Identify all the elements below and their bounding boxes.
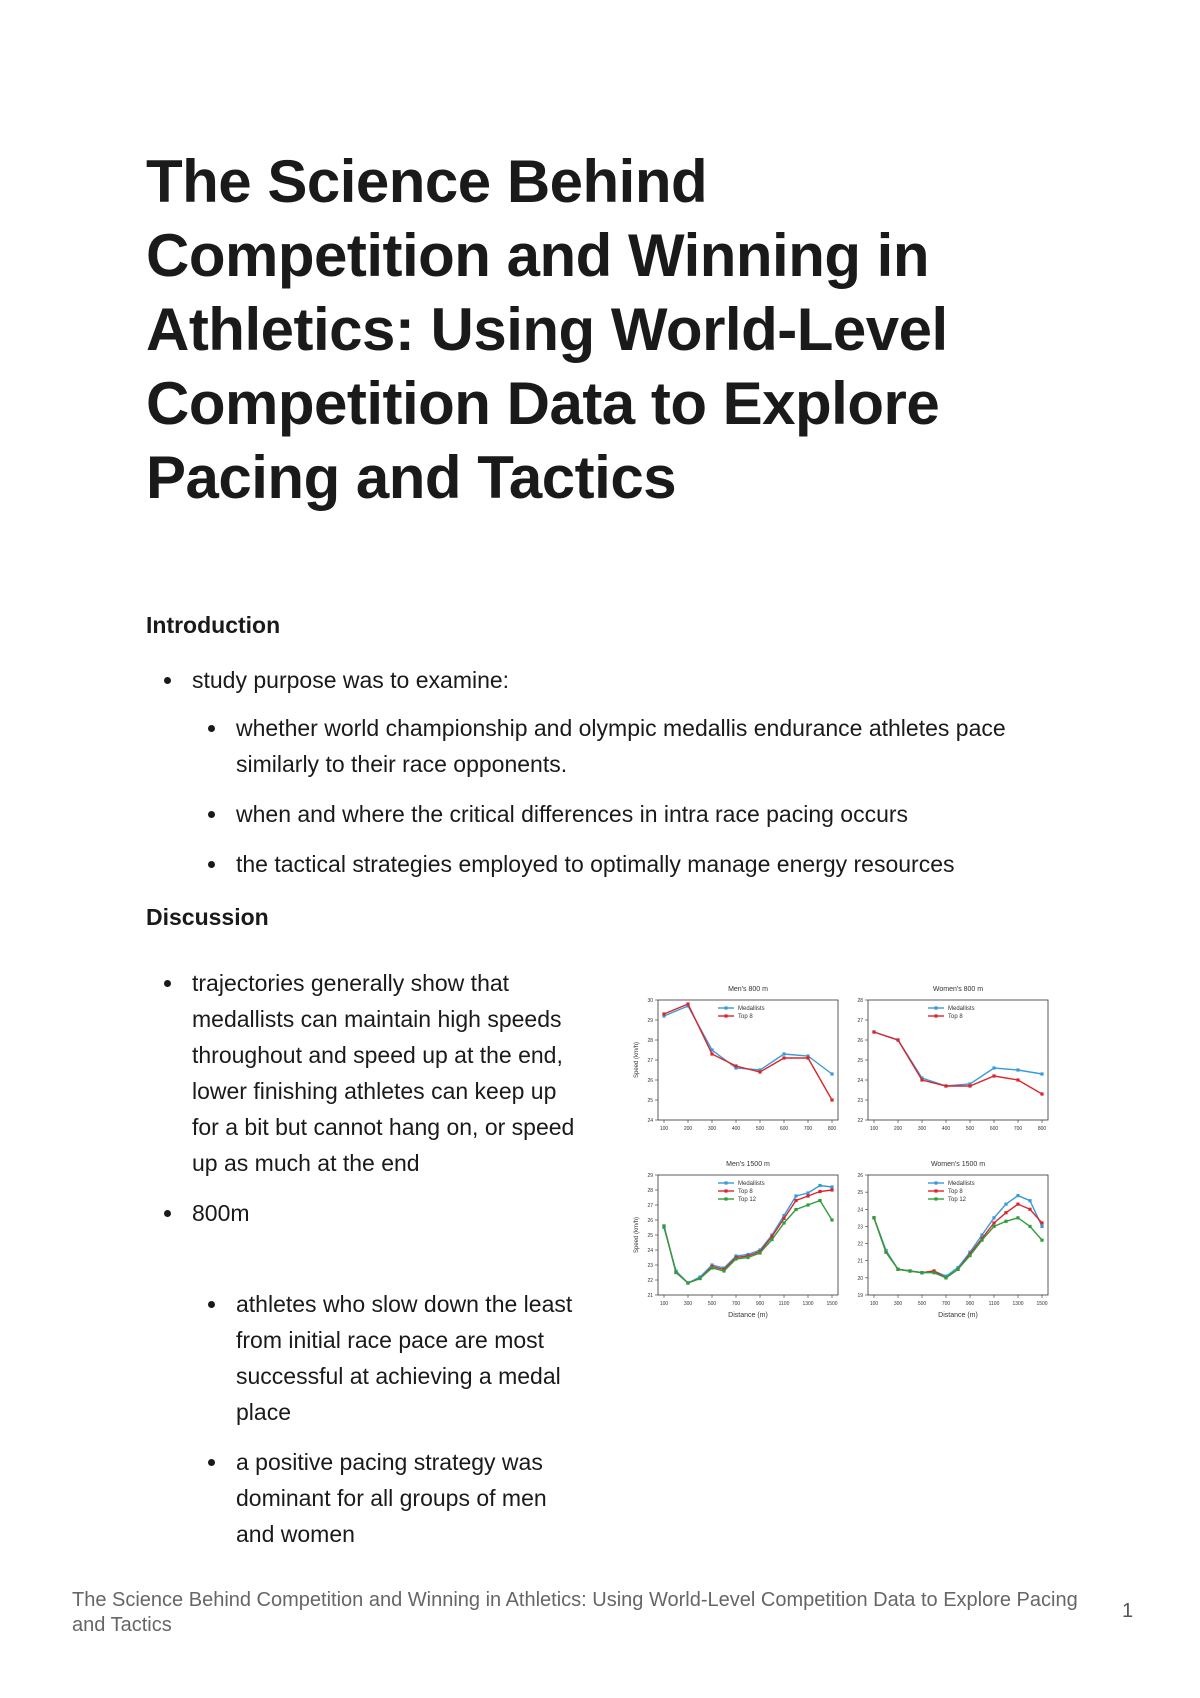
legend-label: Medallists: [948, 1006, 975, 1012]
data-point: [1016, 1068, 1019, 1071]
legend-marker: [934, 1197, 937, 1200]
y-tick-label: 27: [647, 1203, 653, 1209]
x-tick-label: 1100: [778, 1301, 790, 1307]
x-tick-label: 1500: [1036, 1301, 1048, 1307]
discussion-item: 800m: [192, 1195, 587, 1231]
discussion-subitem: a positive pacing strategy was dominant for all groups of men and women: [236, 1444, 576, 1552]
legend-label: Top 12: [738, 1197, 757, 1203]
series-line: [874, 1196, 1042, 1277]
x-tick-label: 900: [755, 1301, 765, 1307]
legend-marker: [724, 1014, 727, 1017]
x-tick-label: 500: [965, 1126, 975, 1132]
chart-title: Men's 1500 m: [726, 1161, 770, 1168]
y-tick-label: 22: [857, 1241, 863, 1248]
y-tick-label: 22: [647, 1278, 653, 1284]
data-point: [1004, 1211, 1007, 1214]
data-point: [896, 1268, 899, 1271]
legend-marker: [724, 1006, 727, 1009]
document-title: The Science Behind Competition and Winning in Athletics: Using World-Level Competition Data to Explore Pacing and Tactics: [146, 148, 948, 511]
introduction-subitem: the tactical strategies employed to optimally manage energy resources: [236, 846, 1072, 882]
y-tick-label: 26: [857, 1038, 863, 1044]
data-point: [944, 1276, 947, 1279]
data-point: [818, 1184, 821, 1187]
x-tick-label: 1300: [1012, 1301, 1024, 1307]
data-point: [710, 1052, 713, 1055]
data-point: [992, 1074, 995, 1077]
data-point: [872, 1030, 875, 1033]
y-tick-label: 28: [857, 998, 863, 1004]
data-point: [1028, 1208, 1031, 1211]
introduction-subitem: when and where the critical differences in intra race pacing occurs: [236, 796, 1072, 832]
data-point: [968, 1254, 971, 1257]
data-point: [830, 1072, 833, 1075]
y-tick-label: 24: [647, 1118, 653, 1124]
y-tick-label: 23: [857, 1098, 863, 1104]
legend-marker: [934, 1189, 937, 1192]
x-axis-label: Distance (m): [728, 1312, 768, 1319]
data-point: [770, 1238, 773, 1241]
x-tick-label: 900: [965, 1301, 975, 1307]
x-tick-label: 700: [731, 1301, 741, 1307]
data-point: [662, 1012, 665, 1015]
y-tick-label: 25: [647, 1233, 653, 1239]
data-point: [896, 1038, 899, 1041]
y-tick-label: 25: [647, 1098, 653, 1104]
data-point: [794, 1199, 797, 1202]
discussion-item: trajectories generally show that medallists can maintain high speeds throughout and speed up at the end, lower finishing athletes can keep up for a bit but cannot hang on, or speed up as much at the end: [192, 965, 587, 1181]
data-point: [1016, 1078, 1019, 1081]
data-point: [674, 1271, 677, 1274]
legend-marker: [934, 1014, 937, 1017]
data-point: [932, 1271, 935, 1274]
pacing-charts: [628, 975, 1070, 1345]
data-point: [992, 1066, 995, 1069]
y-tick-label: 22: [857, 1118, 863, 1124]
x-tick-label: 700: [803, 1126, 813, 1132]
y-axis-label: Speed (km/h): [634, 1041, 640, 1079]
data-point: [806, 1191, 809, 1194]
x-axis-label: Distance (m): [938, 1312, 978, 1319]
x-tick-label: 1500: [826, 1301, 838, 1307]
data-point: [734, 1257, 737, 1260]
data-point: [818, 1190, 821, 1193]
data-point: [1040, 1239, 1043, 1242]
y-tick-label: 26: [647, 1218, 653, 1224]
legend-marker: [724, 1189, 727, 1192]
data-point: [1004, 1220, 1007, 1223]
legend-label: Medallists: [738, 1006, 765, 1012]
data-point: [698, 1277, 701, 1280]
x-tick-label: 100: [869, 1301, 879, 1307]
data-point: [1040, 1072, 1043, 1075]
data-point: [956, 1268, 959, 1271]
data-point: [686, 1002, 689, 1005]
data-point: [1028, 1199, 1031, 1202]
introduction-subitem: whether world championship and olympic medallis endurance athletes pace similarly to their race opponents.: [236, 710, 1072, 782]
y-tick-label: 27: [857, 1018, 863, 1024]
data-point: [1028, 1225, 1031, 1228]
page-number: 1: [1122, 1600, 1134, 1622]
legend-label: Top 8: [738, 1014, 753, 1020]
x-tick-label: 500: [917, 1301, 927, 1307]
chart-title: Men's 800 m: [728, 986, 768, 993]
data-point: [1040, 1092, 1043, 1095]
data-point: [1004, 1203, 1007, 1206]
y-tick-label: 27: [647, 1058, 653, 1064]
y-tick-label: 19: [857, 1293, 863, 1299]
x-tick-label: 400: [731, 1126, 741, 1132]
data-point: [746, 1256, 749, 1259]
data-point: [818, 1199, 821, 1202]
data-point: [872, 1216, 875, 1219]
x-tick-label: 300: [893, 1301, 903, 1307]
data-point: [830, 1218, 833, 1221]
data-point: [920, 1271, 923, 1274]
y-tick-label: 20: [857, 1275, 863, 1282]
data-point: [830, 1185, 833, 1188]
data-point: [782, 1221, 785, 1224]
x-tick-label: 700: [941, 1301, 951, 1307]
data-point: [794, 1208, 797, 1211]
y-tick-label: 30: [647, 998, 653, 1004]
data-point: [830, 1188, 833, 1191]
x-tick-label: 800: [1037, 1126, 1047, 1132]
introduction-sublist: [236, 710, 1072, 882]
data-point: [662, 1224, 665, 1227]
x-tick-label: 600: [989, 1126, 999, 1132]
data-point: [758, 1251, 761, 1254]
y-tick-label: 28: [647, 1038, 653, 1044]
y-tick-label: 23: [647, 1263, 653, 1269]
y-tick-label: 25: [857, 1190, 863, 1197]
page-footer: The Science Behind Competition and Winning in Athletics: Using World-Level Competition Data to Explore Pacing and Tactics: [72, 1589, 1078, 1636]
introduction-heading: Introduction: [146, 612, 281, 638]
x-tick-label: 1100: [988, 1301, 1000, 1307]
x-tick-label: 400: [941, 1126, 951, 1132]
data-point: [722, 1269, 725, 1272]
data-point: [806, 1194, 809, 1197]
y-axis-label: Speed (km/h): [634, 1216, 640, 1254]
data-point: [992, 1221, 995, 1224]
data-point: [686, 1281, 689, 1284]
data-point: [944, 1084, 947, 1087]
y-tick-label: 24: [857, 1207, 863, 1214]
introduction-list: [192, 662, 1072, 698]
x-tick-label: 500: [707, 1301, 717, 1307]
legend-marker: [724, 1197, 727, 1200]
x-tick-label: 200: [683, 1126, 693, 1132]
discussion-subitem: athletes who slow down the least from initial race pace are most successful at achieving a medal place: [236, 1286, 576, 1430]
x-tick-label: 100: [659, 1126, 669, 1132]
data-point: [992, 1225, 995, 1228]
legend-label: Top 8: [948, 1014, 963, 1020]
x-tick-label: 800: [827, 1126, 837, 1132]
legend-label: Top 12: [948, 1197, 967, 1203]
x-tick-label: 200: [893, 1126, 903, 1132]
data-point: [782, 1217, 785, 1220]
legend-marker: [724, 1181, 727, 1184]
data-point: [968, 1084, 971, 1087]
data-point: [734, 1064, 737, 1067]
y-tick-label: 24: [647, 1248, 653, 1254]
x-tick-label: 1300: [802, 1301, 814, 1307]
chart-title: Women's 800 m: [932, 986, 984, 993]
x-tick-label: 300: [917, 1126, 927, 1132]
x-tick-label: 600: [779, 1126, 789, 1132]
data-point: [992, 1216, 995, 1219]
y-tick-label: 25: [857, 1058, 863, 1064]
discussion-heading: Discussion: [146, 904, 269, 930]
data-point: [1016, 1203, 1019, 1206]
data-point: [782, 1052, 785, 1055]
data-point: [830, 1098, 833, 1101]
data-point: [758, 1070, 761, 1073]
data-point: [1016, 1194, 1019, 1197]
legend-marker: [934, 1006, 937, 1009]
discussion-list: [192, 965, 587, 1231]
y-tick-label: 29: [647, 1018, 653, 1024]
data-point: [710, 1266, 713, 1269]
y-tick-label: 26: [647, 1078, 653, 1084]
y-tick-label: 29: [647, 1173, 653, 1179]
y-tick-label: 23: [857, 1224, 863, 1231]
legend-label: Top 8: [738, 1189, 753, 1195]
data-point: [806, 1203, 809, 1206]
data-point: [920, 1078, 923, 1081]
y-tick-label: 24: [857, 1078, 863, 1084]
x-tick-label: 500: [755, 1126, 765, 1132]
introduction-item: study purpose was to examine:: [192, 662, 1072, 698]
x-tick-label: 700: [1013, 1126, 1023, 1132]
x-tick-label: 300: [707, 1126, 717, 1132]
x-tick-label: 100: [869, 1126, 879, 1132]
data-point: [980, 1239, 983, 1242]
y-tick-label: 26: [857, 1173, 863, 1179]
discussion-sublist: [236, 1286, 576, 1552]
legend-label: Medallists: [948, 1181, 975, 1187]
data-point: [908, 1269, 911, 1272]
y-tick-label: 21: [857, 1258, 863, 1265]
x-tick-label: 100: [659, 1301, 669, 1307]
data-point: [806, 1056, 809, 1059]
legend-marker: [934, 1181, 937, 1184]
data-point: [884, 1251, 887, 1254]
legend-label: Top 8: [948, 1189, 963, 1195]
data-point: [1040, 1221, 1043, 1224]
y-tick-label: 28: [647, 1188, 653, 1194]
data-point: [794, 1194, 797, 1197]
data-point: [782, 1056, 785, 1059]
series-line: [664, 1201, 832, 1284]
data-point: [1040, 1225, 1043, 1228]
x-tick-label: 300: [683, 1301, 693, 1307]
chart-title: Women's 1500 m: [930, 1161, 986, 1168]
data-point: [1016, 1216, 1019, 1219]
legend-label: Medallists: [738, 1181, 765, 1187]
y-tick-label: 21: [647, 1293, 653, 1299]
pacing-figure: [628, 975, 1070, 1380]
